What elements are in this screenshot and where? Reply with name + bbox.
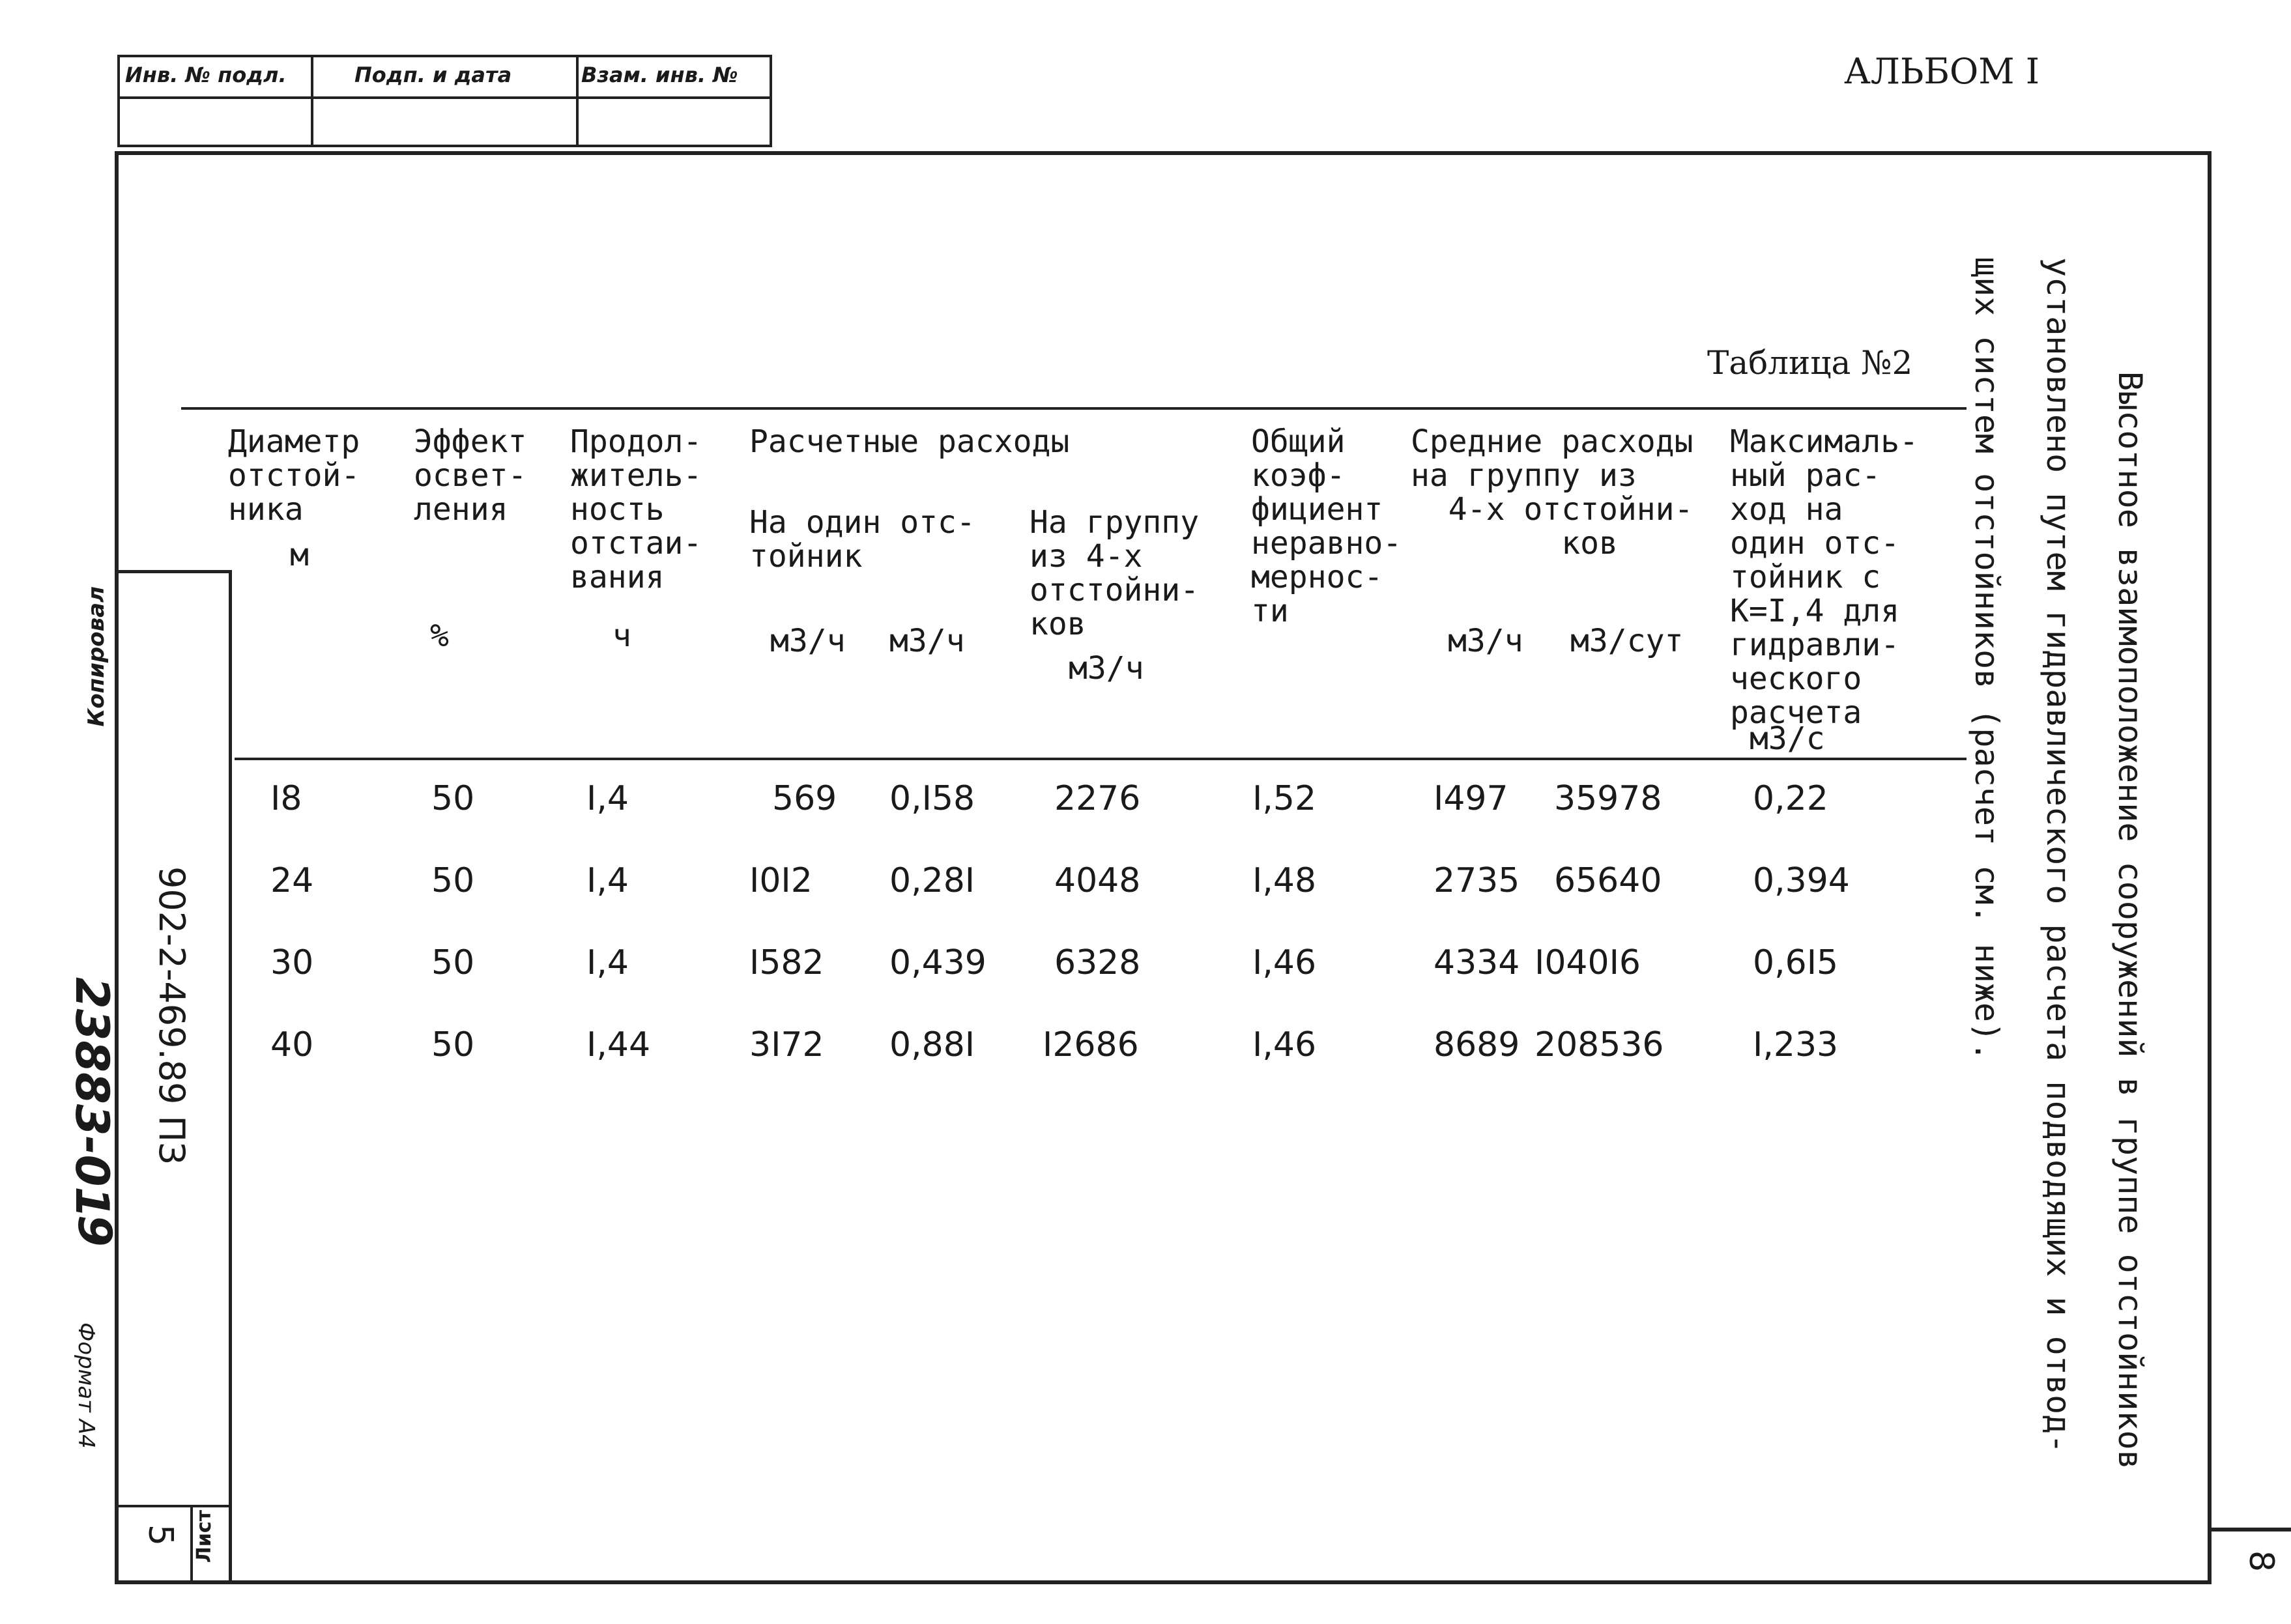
cell-max: 0,394 <box>1753 861 1850 900</box>
col-avg-unit1: м3/ч <box>1448 623 1523 659</box>
cell-avg-day: I040I6 <box>1535 943 1641 982</box>
col-diameter-header: Диаметр отстой- ника <box>228 423 360 528</box>
col-effect-header: Эффект освет- ления <box>414 423 527 528</box>
side-text-line3: щих систем отстойников (расчет см. ниже). <box>1968 257 2006 1062</box>
cell-effect: 50 <box>431 861 475 900</box>
col-duration-unit: ч <box>612 618 631 654</box>
page-number-rule <box>2208 1528 2291 1531</box>
col-per-one-unit2: м3/ч <box>889 623 965 659</box>
cell-q-one-s: 0,88I <box>889 1025 975 1064</box>
cell-avg-h: 2735 <box>1434 861 1520 900</box>
table-caption: Таблица №2 <box>1707 344 1913 382</box>
cell-avg-h: I497 <box>1434 779 1508 818</box>
cell-coef: I,46 <box>1252 943 1317 982</box>
cell-diameter: 24 <box>270 861 314 900</box>
col-per-one-unit1: м3/ч <box>770 623 846 659</box>
cell-q-one-s: 0,I58 <box>889 779 975 818</box>
cell-duration: I,4 <box>586 861 629 900</box>
cell-q-one-s: 0,28I <box>889 861 975 900</box>
cell-q-group: 2276 <box>1054 779 1141 818</box>
cell-max: 0,22 <box>1753 779 1828 818</box>
col-coef-header: Общий коэф- фициент неравно- мернос- ти <box>1251 423 1402 629</box>
col-per-one-header: На один отс- тойник <box>749 504 975 575</box>
format-label: Формат А4 <box>73 1322 99 1449</box>
side-text-line1: Высотное взаимоположение сооружений в группе отстойников <box>2111 371 2149 1470</box>
cell-coef: I,52 <box>1252 779 1317 818</box>
cell-max: 0,6I5 <box>1753 943 1839 982</box>
cell-diameter: 30 <box>270 943 314 982</box>
col-avg-header: Средние расходы на группу из 4-х отстойни- ков <box>1411 423 1693 562</box>
document-code: 902-2-469.89 ПЗ <box>151 866 192 1165</box>
album-label: АЛЬБОМ I <box>1844 51 2040 92</box>
sheet-label: Лист <box>193 1510 216 1563</box>
stamp-divider <box>311 57 313 145</box>
col-effect-unit: % <box>430 618 449 654</box>
col-max-unit: м3/с <box>1750 720 1825 757</box>
cell-diameter: I8 <box>270 779 302 818</box>
stamp-inv-label: Инв. № подл. <box>125 63 287 87</box>
stamp-number: 23883-01 <box>65 977 119 1218</box>
col-avg-unit2: м3/сут <box>1570 623 1684 659</box>
cell-q-one-h: 569 <box>772 779 837 818</box>
cell-duration: I,4 <box>586 943 629 982</box>
col-per-group-header: На группу из 4-х отстойни- ков <box>1030 504 1200 642</box>
cell-q-group: I2686 <box>1043 1025 1139 1064</box>
stamp-replace-label: Взам. инв. № <box>581 63 738 87</box>
cell-coef: I,46 <box>1252 1025 1317 1064</box>
title-stamp <box>117 55 772 147</box>
cell-q-one-h: I0I2 <box>749 861 813 900</box>
page-number: 8 <box>2241 1550 2281 1573</box>
stamp-sign-label: Подп. и дата <box>354 63 512 87</box>
cell-q-group: 6328 <box>1054 943 1141 982</box>
cell-avg-day: 35978 <box>1554 779 1662 818</box>
cell-diameter: 40 <box>270 1025 314 1064</box>
cell-avg-day: 65640 <box>1554 861 1662 900</box>
sheet-number: 5 <box>141 1524 180 1546</box>
table-top-rule <box>181 407 1967 410</box>
cell-avg-day: 208536 <box>1535 1025 1664 1064</box>
col-duration-header: Продол- житель- ность отстаи- вания <box>570 423 702 595</box>
table-header-rule <box>235 758 1967 760</box>
cell-effect: 50 <box>431 779 475 818</box>
cell-duration: I,4 <box>586 779 629 818</box>
copied-label: Копировал <box>83 586 109 727</box>
cell-effect: 50 <box>431 1025 475 1064</box>
cell-duration: I,44 <box>586 1025 651 1064</box>
cell-effect: 50 <box>431 943 475 982</box>
cell-coef: I,48 <box>1252 861 1317 900</box>
col-max-header: Максималь- ный рас- ход на один отс- тойник с К=I,4 для гидравли- ческого расчета <box>1730 423 1918 731</box>
cell-avg-h: 8689 <box>1434 1025 1520 1064</box>
stamp-sheet: 9 <box>68 1215 121 1247</box>
side-text-line2: установлено путем гидравлического расчета подводящих и отвод- <box>2039 257 2077 1454</box>
col-diameter-unit: м <box>290 537 309 573</box>
cell-max: I,233 <box>1753 1025 1839 1064</box>
stamp-divider <box>576 57 579 145</box>
cell-q-group: 4048 <box>1054 861 1141 900</box>
cell-q-one-h: 3I72 <box>749 1025 824 1064</box>
cell-q-one-h: I582 <box>749 943 824 982</box>
col-calc-header: Расчетные расходы <box>749 423 1070 460</box>
cell-q-one-s: 0,439 <box>889 943 987 982</box>
col-per-group-unit: м3/ч <box>1069 650 1144 687</box>
cell-avg-h: 4334 <box>1434 943 1520 982</box>
